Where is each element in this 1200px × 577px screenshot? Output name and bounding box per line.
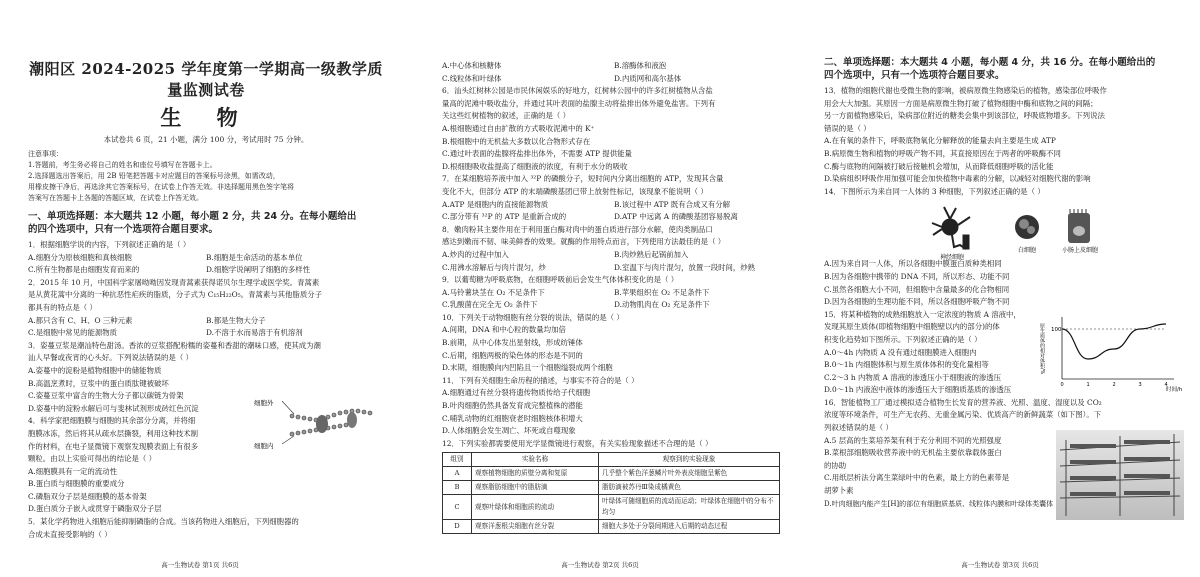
option: B.叶肉细胞仍然具备发育成完整植株的潜能 <box>442 401 583 411</box>
table-cell: C <box>443 495 472 520</box>
question-stem: 颗粒。由以上实验可得出的结论是（ ） <box>28 454 156 464</box>
membrane-outside-label: 细胞外 <box>254 399 274 407</box>
option-row: C.是细胞中常见的能源物质 D.不溶于水而易溶于有机溶剂 <box>28 328 303 338</box>
option: D.因为各细胞的生理功能不同，所以各细胞呼吸产物不同 <box>824 297 1010 307</box>
option: B.高温烹煮时，豆浆中的蛋白质肽键被破坏 <box>28 378 169 388</box>
x-tick-label: 2 <box>1112 382 1116 388</box>
table-row <box>443 495 780 520</box>
question-stem: 汕人早餐或夜宵的心头好。下列说法错误的是（ ） <box>28 353 193 363</box>
table-cell: 细胞大多处于分裂间期进入后期的动态过程 <box>599 520 780 534</box>
option-row: A.都只含有 C、H、O 三种元素 B.都是生物大分子 <box>28 315 266 325</box>
exam-title: 潮阳区 2024-2025 学年度第一学期高一级教学质量监测试卷 <box>29 60 383 99</box>
option: A.因为来自同一人体，所以各细胞中膜蛋白质种类相同 <box>824 259 1002 269</box>
question-stem: 3．姿蔓豆浆是潮汕特色甜汤。香浓的豆浆搭配粉糯的姿蔓和香甜的潮味口感，使其成为潮 <box>28 340 321 350</box>
question-stem: 12．下列实验都需要使用光学显微镜进行观察，有关实验现象描述不合理的是（ ） <box>442 438 713 448</box>
option: D.根细胞吸收盐提高了细胞液的浓度，有利于水分的吸收 <box>442 161 628 171</box>
option: B.蛋白质与细胞膜的重要成分 <box>28 479 125 489</box>
question-stem: 都具有的特点是（ ） <box>28 302 97 312</box>
table-cell: B <box>443 481 472 495</box>
question-stem: 4．科学家把细胞膜与细胞的其余部分分离，并将细 <box>28 416 196 426</box>
table-header: 实验名称 <box>472 453 599 467</box>
option: C.酶与底物的间隔被打破后接触机会增加，从而降低细胞呼吸的活化能 <box>824 161 1054 171</box>
table-header: 组别 <box>443 453 472 467</box>
chart-xlabel: 时间/h <box>1166 387 1183 393</box>
x-tick-label: 3 <box>1138 382 1142 388</box>
exam-page-1 <box>0 0 400 577</box>
option: D.0～1h 内液泡中液体的渗透压大于细胞质基质的渗透压 <box>824 385 1012 395</box>
question-stem: 变化不大，但部分 ATP 的末端磷酸基团已带上放射性标记，该现象不能说明（ ） <box>442 186 708 196</box>
option: D.姿蔓中的淀粉水解后可与斐林试剂形成砖红色沉淀 <box>28 403 199 413</box>
option: B.根细胞中的无机盐大多数以化合物形式存在 <box>442 136 591 146</box>
option-row: A.马铃薯块茎在 O₂ 不足条件下 B.苹果组织在 O₂ 不足条件下 <box>442 287 710 297</box>
section-heading: 二、单项选择题：本大题共 4 小题，每小题 4 分，共 16 分。在每小题给出的 四个选项中，只有一个选项符合题目要求。 <box>824 57 1156 81</box>
option-row: A.ATP 是细胞内的直接能源物质 B.该过程中 ATP 既有合成又有分解 <box>442 199 731 209</box>
question-stem: 5．某化学药物进入细胞后能抑制磷脂的合成。当该药物进入细胞后，下列细胞器的 <box>28 517 299 527</box>
question-stem: 错误的是（ ） <box>824 123 871 133</box>
table-cell: A <box>443 467 472 481</box>
option-row: A.炒肉的过程中加入 B.肉炒熟后起锅前加入 <box>442 249 689 259</box>
question-stem: 量高的泥滩中吸收盐分，并通过其叶表面的盐腺主动将盐排出体外避免盐害。下列有 <box>442 98 716 108</box>
notice-heading: 注意事项： <box>28 150 63 158</box>
page-footer: 高一生物试卷 第2页 共6页 <box>561 561 639 569</box>
table-cell: D <box>443 520 472 534</box>
white-blood-cell-icon <box>1015 215 1039 239</box>
notice-line: 1.答题前，考生务必将自己的姓名和座位号填写在答题卡上。 <box>28 161 217 169</box>
table-cell: 观察脂肪细胞中的脂肪滴 <box>472 481 599 495</box>
option: B.前期，从中心体发出星射线，形成纺锤体 <box>442 338 583 348</box>
neuron-icon <box>932 207 970 249</box>
page-footer: 高一生物试卷 第3页 共6页 <box>961 561 1039 569</box>
table-cell: 观察叶绿体和细胞质的流动 <box>472 495 599 520</box>
option: B.菜根部细胞吸收营养液中的无机盐主要依靠载体蛋白 <box>824 448 1002 458</box>
question-stem: 积变化趋势如下图所示。下列叙述正确的是（ ） <box>824 334 982 344</box>
question-stem: 14．下图所示为来自同一人体的 3 种细胞，下列叙述正确的是（ ） <box>824 186 1045 196</box>
question-stem: 2．2015 年 10 月，中国科学家屠呦呦因发现青蒿素获得诺贝尔生理学或医学奖。青蒿素 <box>28 277 320 287</box>
option: C.虽然各细胞大小不同，但细胞中含量最多的化合物相同 <box>824 284 1010 294</box>
y-tick-100: 100 <box>1051 327 1062 333</box>
option: C.后期，细胞两极的染色体的形态是不同的 <box>442 350 583 360</box>
option-row: A.中心体和核糖体 B.溶酶体和液泡 <box>442 61 667 70</box>
membrane-inside-label: 细胞内 <box>254 442 274 450</box>
subject-title: 生 物 <box>160 105 252 130</box>
option-row: C.部分带有 ³²P 的 ATP 是重新合成的 D.ATP 中远离 A 的磷酸基团容易脱离 <box>442 212 738 222</box>
question-stem: 列叙述错误的是（ ） <box>824 423 893 433</box>
option: A.细胞膜具有一定的流动性 <box>28 466 117 476</box>
option: C.用纸层析法分离生菜绿叶中的色素，最上方的色素带是 <box>824 473 1010 483</box>
exam-page-2 <box>400 0 800 577</box>
option-row: C.乳酸菌在完全无 O₂ 条件下 D.动物肌肉在 O₂ 充足条件下 <box>442 300 710 310</box>
chart-ylabel: 原生质体的相对体积/% <box>1039 323 1045 375</box>
plant-factory-photo <box>1056 430 1184 520</box>
intestinal-cell-label: 小肠上皮细胞 <box>1061 247 1099 254</box>
question-stem: 15．将某种植物的成熟细胞放入一定浓度的物质 A 溶液中， <box>824 309 1021 319</box>
question-stem: 7．在某细胞培养液中加入 ³²P 的磷酸分子，短时间内分离出细胞的 ATP，发现其含量 <box>442 174 724 184</box>
page-footer: 高一生物试卷 第1页 共6页 <box>161 561 239 569</box>
question-stem: 另一方面植物感染后，染病部位附近的糖类会集中到该部位，呼吸底物增多。下列说法 <box>824 111 1105 121</box>
table-row <box>443 520 780 534</box>
option: C.哺乳动物的红细胞衰老时细胞核体积增大 <box>442 413 583 423</box>
x-tick-label: 0 <box>1060 382 1064 388</box>
table-cell: 叶绿体可随细胞质的流动而运动；叶绿体在细胞中的分布不均匀 <box>599 495 780 520</box>
question-stem: 胞膜冰冻，然后将其从疏水层撕裂，利用这种技术制 <box>28 428 198 438</box>
option: D.蛋白质分子嵌入或贯穿于磷脂双分子层 <box>28 504 162 514</box>
option: D.叶肉细胞内能产生[H]的部位有细胞质基质、线粒体内膜和叶绿体类囊体 <box>824 499 1054 508</box>
question-stem: 16．智能植物工厂通过模拟适合植物生长发育的营养液、光照、温度、湿度以及 CO₂ <box>824 397 1102 407</box>
question-stem: 关这些红树植物的叙述，正确的是（ ） <box>442 111 570 121</box>
membrane-figure <box>252 396 392 451</box>
table-cell: 观察植物细胞的质壁分离和复原 <box>472 467 599 481</box>
option: 胡萝卜素 <box>824 486 854 496</box>
table-row <box>443 467 780 481</box>
option-row: C.线粒体和叶绿体 D.内质网和高尔基体 <box>442 73 682 83</box>
option: D.末期，细胞膜向内凹陷且一个细胞缢裂成两个细胞 <box>442 363 613 373</box>
table-header: 观察到的实验现象 <box>599 453 780 467</box>
exam-page-3 <box>800 0 1200 577</box>
option: C.姿蔓豆浆中富含的生物大分子都以碳链为骨架 <box>28 391 184 401</box>
experiment-table <box>442 452 780 534</box>
x-tick-label: 1 <box>1086 382 1090 388</box>
intestinal-cell-icon <box>1068 209 1090 243</box>
option: D.染病组织呼吸作用加强可能会加快植物中毒素的分解，以减轻对细胞代谢的影响 <box>824 174 1091 184</box>
table-cell: 观察洋葱根尖细胞有丝分裂 <box>472 520 599 534</box>
cells-figure <box>930 205 1130 263</box>
table-cell: 几乎整个紫色洋葱鳞片叶外表皮细胞呈紫色 <box>599 467 780 481</box>
question-stem: 作的材料，在电子显微镜下观察发现膜表面上有很多 <box>28 441 198 451</box>
question-stem: 是从黄花蒿中分离的一种抗恶性疟疾的脂质，分子式为 C₁₅H₂₂O₅。青蒿素与其他脂质分子 <box>28 290 322 300</box>
question-stem: 感达到嫩而不韧、味美鲜香的效果。就酶的作用特点而言，下列使用方法最佳的是（ ） <box>442 237 726 247</box>
option: C.磷脂双分子层是细胞膜的基本骨架 <box>28 491 147 501</box>
exam-meta: 本试卷共 6 页，21 小题，满分 100 分，考试用时 75 分钟。 <box>103 135 309 144</box>
option: A.5 层高的生菜培养架有利于充分利用不同的光照强度 <box>824 435 1002 445</box>
option-row: C.所有生物都是由细胞发育而来的 D.细胞学说阐明了细胞的多样性 <box>28 265 311 275</box>
notice-line: 用橡皮擦干净后，再选涂其它答案标号，在试卷上作答无效。非选择题用黑色签字笔将 <box>28 183 294 191</box>
notice-line: 2.选择题选出答案后，用 2B 铅笔把答题卡对应题目的答案标号涂黑，如需改动， <box>28 172 280 180</box>
option: A.在有氧的条件下，呼吸底物氧化分解释放的能量去向主要是生成 ATP <box>824 136 1056 146</box>
option: A.姿蔓中的淀粉是植物细胞中的储能物质 <box>28 365 162 375</box>
question-stem: 合成未直接受影响的（ ） <box>28 529 112 539</box>
volume-chart <box>1036 313 1186 393</box>
option: A.间期，DNA 和中心粒的数量均加倍 <box>442 325 566 335</box>
table-header-row <box>443 453 780 467</box>
option: A.0～4h 内物质 A 没有通过细胞膜进入细胞内 <box>824 347 977 357</box>
section-heading: 一、单项选择题：本大题共 12 小题，每小题 2 分，共 24 分。在每小题给出 的四个选项中，只有一个选项符合题目要求。 <box>28 211 357 235</box>
option: B.0～1h 内细胞体积与原生质体体积的变化量相等 <box>824 360 989 370</box>
neuron-label: 神经细胞 <box>939 254 965 261</box>
option: A.根细胞通过自由扩散的方式吸收泥滩中的 K⁺ <box>442 123 595 133</box>
question-stem: 用会大大加强。其原因一方面是病原微生物打破了植物细胞中酶和底物之间的间隔； <box>824 98 1098 108</box>
notice-line: 答案写在答题卡上各题的答题区域，在试卷上作答无效。 <box>28 194 203 202</box>
table-row <box>443 481 780 495</box>
option: D.人体细胞会发生凋亡、坏死或自噬现象 <box>442 426 576 436</box>
option: A.细胞通过有丝分裂将遗传物质传给子代细胞 <box>442 388 591 398</box>
question-stem: 10．下列关于动物细胞有丝分裂的说法，错误的是（ ） <box>442 312 624 322</box>
white-blood-cell-label: 白细胞 <box>1017 247 1037 254</box>
option: C.2～3 h 内物质 A 溶液的渗透压小于细胞液的渗透压 <box>824 372 1002 382</box>
option: B.因为各细胞中携带的 DNA 不同，所以形态、功能不同 <box>824 271 1010 281</box>
question-stem: 9．以葡萄糖为呼吸底物，在细胞呼吸前后会发生气体体积变化的是（ ） <box>442 275 679 285</box>
question-stem: 6．汕头红树林公园是市民休闲娱乐的好地方，红树林公园中的许多红树植物从含盐 <box>442 86 713 96</box>
option: C.通过叶表面的盐腺将盐排出体外，不需要 ATP 提供能量 <box>442 149 632 159</box>
question-stem: 11．下列有关细胞生命历程的描述，与事实不符合的是（ ） <box>442 375 639 385</box>
question-stem: 浓度等环境条件，可生产无农药、无重金属污染、优质高产的新鲜蔬菜（如下图）。下 <box>824 410 1102 420</box>
option-row: C.用沸水溶解后与肉片混匀，炒 D.室温下与肉片混匀，放置一段时间，炒熟 <box>442 262 756 272</box>
x-tick-label: 4 <box>1164 382 1168 388</box>
question-stem: 13．植物的细胞代谢也受微生物的影响，被病原微生物感染后的植物，感染部位呼吸作 <box>824 86 1107 95</box>
table-cell: 脂肪滴被苏丹Ⅲ染成橘黄色 <box>599 481 780 495</box>
option: 的协助 <box>824 460 847 470</box>
question-stem: 1．根据细胞学说的内容，下列叙述正确的是（ ） <box>28 240 191 249</box>
option: B.病原微生物和植物的呼吸产物不同，其直接原因在于两者的呼吸酶不同 <box>824 148 1061 158</box>
question-stem: 8．嫩肉粉其主要作用在于利用蛋白酶对肉中的蛋白质进行部分水解，使肉类制品口 <box>442 224 713 234</box>
option-row: A.细胞分为原核细胞和真核细胞 B.细胞是生命活动的基本单位 <box>28 252 303 262</box>
question-stem: 发现其原生质体(即植物细胞中细胞壁以内的部分)的体 <box>824 322 1000 332</box>
